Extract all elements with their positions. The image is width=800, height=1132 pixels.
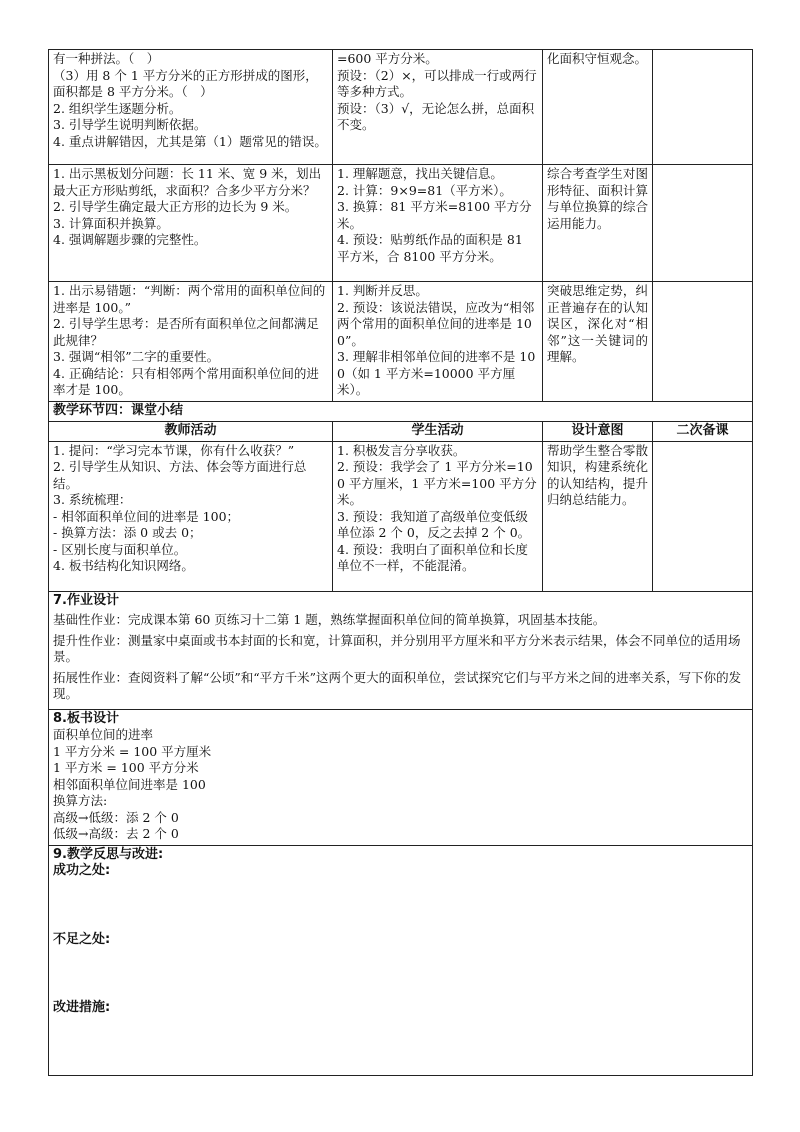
lesson-plan-page	[48, 49, 752, 1076]
homework-basic: 基础性作业：完成课本第 60 页练习十二第 1 题，熟练掌握面积单位间的简单换算，巩固基本技能。	[53, 612, 606, 627]
activity-row-1	[49, 50, 753, 165]
text-line: 预设：（3）√，无论怎么拼，总面积不变。	[337, 100, 535, 132]
student-activity-cell	[333, 441, 543, 591]
text-line: 2. 引导学生从知识、方法、体会等方面进行总结。	[53, 459, 307, 491]
text-line: 2. 预设：我学会了 1 平方分米=100 平方厘米，1 平方米=100 平方分米。	[337, 459, 537, 507]
text-line: 2. 计算：9×9=81（平方米）。	[337, 182, 512, 198]
homework-extension: 拓展性作业：查阅资料了解“公顷”和“平方千米”这两个更大的面积单位，尝试探究它们与平方米之间的进率关系，写下你的发现。	[53, 669, 742, 701]
student-activity-cell	[333, 50, 543, 165]
student-activity-cell	[333, 282, 543, 402]
text-line: 3. 理解非相邻单位间的进率不是 100（如 1 平方米=10000 平方厘米）。	[337, 349, 536, 397]
second-prep-cell	[653, 165, 753, 282]
board-line: 1 平方分米 = 100 平方厘米	[53, 743, 212, 759]
header-second-prep: 二次备课	[653, 422, 753, 442]
text-line: 3. 计算面积并换算。	[53, 215, 169, 231]
design-intent-cell	[543, 282, 653, 402]
text-line: 3. 系统梳理：	[53, 492, 132, 507]
board-design-row	[49, 709, 753, 845]
text-line: 化面积守恒观念。	[547, 51, 648, 66]
text-line: 2. 预设：该说法错误，应改为“相邻两个常用的面积单位间的进率是 100”。	[337, 299, 535, 348]
teacher-activity-cell	[49, 441, 333, 591]
section-4-title	[49, 401, 753, 422]
text-line: 1. 理解题意，找出关键信息。	[337, 166, 503, 181]
board-line: 高级→低级：添 2 个 0	[53, 809, 179, 825]
text-line: （3）用 8 个 1 平方分米的正方形拼成的图形，面积都是 8 平方分米。（ ）	[53, 67, 318, 99]
teacher-activity-cell	[49, 282, 333, 402]
second-prep-cell	[653, 282, 753, 402]
reflection-section	[49, 845, 753, 1075]
text-line: 4. 板书结构化知识网络。	[53, 558, 194, 573]
text-line: 1. 提问：“学习完本节课，你有什么收获？”	[53, 442, 295, 458]
board-line: 低级→高级：去 2 个 0	[53, 826, 179, 841]
reflection-title: 9.教学反思与改进:	[53, 846, 164, 862]
teacher-activity-cell	[49, 50, 333, 165]
second-prep-cell	[653, 50, 753, 165]
text-line: 1. 积极发言分享收获。	[337, 442, 466, 458]
text-line: 有一种拼法。（ ）	[53, 51, 160, 66]
design-intent-cell	[543, 441, 653, 591]
text-line: 3. 换算：81 平方米=8100 平方分米。	[337, 199, 532, 231]
text-line: - 换算方法：添 0 或去 0；	[53, 525, 202, 540]
homework-advanced: 提升性作业：测量家中桌面或书本封面的长和宽，计算面积，并分别用平方厘米和平方分米表示结果，体会不同单位的适用场景。	[53, 632, 741, 664]
text-line: 4. 预设：贴剪纸作品的面积是 81 平方米，合 8100 平方分米。	[337, 232, 527, 264]
text-line: 4. 重点讲解错因，尤其是第（1）题常见的错误。	[53, 133, 327, 149]
board-line: 面积单位间的进率	[53, 727, 154, 742]
activity-row-3	[49, 282, 753, 402]
summary-row	[49, 441, 753, 591]
header-design-intent: 设计意图	[543, 422, 653, 442]
text-line: 4. 预设：我明白了面积单位和长度单位不一样，不能混淆。	[337, 541, 528, 573]
text-line: 3. 引导学生说明判断依据。	[53, 117, 207, 132]
text-line: =600 平方分米。	[337, 51, 438, 66]
text-line: - 相邻面积单位间的进率是 100；	[53, 508, 240, 524]
column-header-row	[49, 422, 753, 442]
shortcoming-label: 不足之处:	[53, 931, 111, 947]
homework-section	[49, 591, 753, 709]
activity-row-2	[49, 165, 753, 282]
text-line: 1. 判断并反思。	[337, 283, 428, 298]
homework-row	[49, 591, 753, 709]
header-teacher-activity: 教师活动	[49, 422, 333, 442]
text-line: 3. 强调“相邻”二字的重要性。	[53, 349, 220, 364]
text-line: 突破思维定势，纠正普遍存在的认知误区，深化对“相邻”这一关键词的理解。	[547, 283, 648, 364]
text-line: 3. 预设：我知道了高级单位变低级单位添 2 个 0，反之去掉 2 个 0。	[337, 508, 531, 540]
board-design-title: 8.板书设计	[53, 710, 119, 726]
board-design-section	[49, 709, 753, 845]
student-activity-cell	[333, 165, 543, 282]
design-intent-cell	[543, 165, 653, 282]
board-line: 1 平方米 = 100 平方分米	[53, 760, 199, 775]
text-line: 4. 正确结论：只有相邻两个常用面积单位间的进率才是 100。	[53, 365, 319, 397]
homework-title: 7.作业设计	[53, 592, 119, 608]
text-line: 帮助学生整合零散知识，构建系统化的认知结构，提升归纳总结能力。	[547, 442, 648, 507]
success-label: 成功之处:	[53, 863, 111, 878]
text-line: 预设：（2）×，可以排成一行或两行等多种方式。	[337, 67, 537, 99]
text-line: 2. 引导学生思考：是否所有面积单位之间都满足此规律？	[53, 316, 319, 348]
board-line: 相邻面积单位间进率是 100	[53, 776, 206, 792]
teacher-activity-cell	[49, 165, 333, 282]
text-line: 2. 组织学生逐题分析。	[53, 100, 182, 116]
section-title-text: 教学环节四：课堂小结	[53, 402, 184, 418]
board-line: 换算方法:	[53, 793, 108, 808]
text-line: 1. 出示易错题：“判断：两个常用的面积单位间的进率是 100。”	[53, 283, 326, 315]
header-student-activity: 学生活动	[333, 422, 543, 442]
text-line: 综合考查学生对图形特征、面积计算与单位换算的综合运用能力。	[547, 166, 648, 231]
text-line: 4. 强调解题步骤的完整性。	[53, 232, 207, 247]
second-prep-cell	[653, 441, 753, 591]
text-line: - 区别长度与面积单位。	[53, 541, 187, 557]
design-intent-cell	[543, 50, 653, 165]
lesson-plan-table	[48, 49, 753, 1076]
text-line: 1. 出示黑板划分问题：长 11 米、宽 9 米，划出最大正方形贴剪纸，求面积？合多少平方分米？	[53, 166, 322, 198]
reflection-row	[49, 845, 753, 1075]
improvement-label: 改进措施:	[53, 1000, 111, 1015]
text-line: 2. 引导学生确定最大正方形的边长为 9 米。	[53, 199, 298, 214]
section-4-title-row	[49, 401, 753, 422]
